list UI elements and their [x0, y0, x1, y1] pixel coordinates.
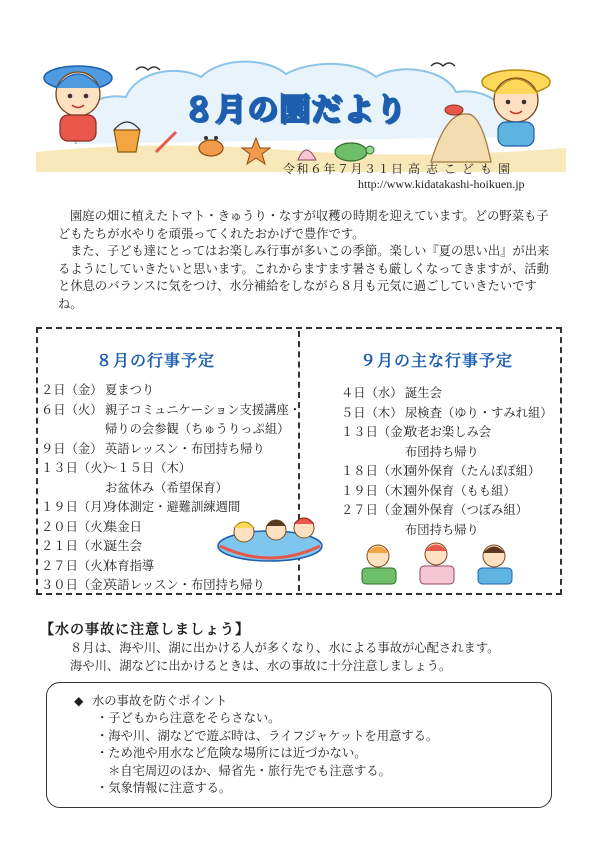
event-desc: 帰りの会参観（ちゅうりっぷ組）	[105, 422, 290, 436]
event-date: ２７日（金）	[341, 503, 415, 517]
event-desc: 親子コミュニケーション支援講座・	[105, 402, 302, 417]
event-row	[41, 381, 301, 401]
september-event-list	[341, 384, 553, 540]
event-desc: 尿検査（ゆり・すみれ組）	[405, 405, 553, 420]
reading-kids-illustration	[350, 538, 522, 590]
event-date	[41, 479, 101, 499]
event-date: ２１日（水）	[41, 539, 115, 553]
event-desc: 身体測定・避難訓練週間	[105, 500, 241, 514]
tips-heading	[74, 691, 227, 709]
event-desc: 園外保育（もも組）	[405, 483, 516, 498]
water-safety-paragraph: ８月は、海や川、湖に出かける人が多くなり、水による事故が心配されます。	[70, 641, 500, 655]
event-date: ６日（火）	[41, 402, 103, 417]
school-name: 高志こども園	[408, 162, 517, 176]
event-row	[341, 462, 553, 482]
tip-item: ・気象情報に注意する。	[96, 781, 232, 795]
diamond-bullet-icon: ◆	[74, 694, 84, 708]
pool-kids-illustration	[214, 508, 326, 564]
event-row	[41, 440, 301, 460]
event-desc: 英語レッスン・布団持ち帰り	[105, 578, 265, 592]
intro-paragraph: また、子ども達にとってはお楽しみ行事が多いこの季節。楽しい『夏の思い出』が出来るようにしていきたいと思います。これからますます暑さも厳しくなってきますが、活動と休息のバランスに気をつけ、水分補給をしながら８月も元気に過ごしていきたいですね。	[58, 244, 550, 311]
issue-date: 令和６年７月３１日	[283, 162, 405, 176]
tip-item: ・海や川、湖などで遊ぶ時は、ライフジャケットを用意する。	[96, 728, 439, 743]
event-desc: 夏まつり	[105, 383, 155, 397]
event-date: ２７日（火）	[41, 558, 115, 573]
august-schedule-title: ８月の行事予定	[96, 351, 216, 370]
tip-item: ・ため池や用水など危険な場所には近づかない。	[96, 746, 367, 760]
event-row	[341, 384, 553, 404]
event-row	[41, 420, 301, 440]
event-desc: 園外保育（つぼみ組）	[405, 503, 528, 517]
event-date: ２０日（火）	[41, 519, 115, 534]
newsletter-title: ８月の園だより	[183, 92, 407, 128]
event-date: ３０日（金）	[41, 578, 115, 592]
intro-text	[58, 208, 558, 313]
event-desc: 敬老お楽しみ会	[405, 425, 492, 439]
event-date: １３日（金）	[341, 425, 415, 439]
event-date: ２日（金）	[41, 383, 103, 397]
event-row	[41, 576, 301, 596]
event-desc: 誕生会	[105, 539, 142, 553]
event-row	[341, 423, 553, 443]
event-date: １３日（火）	[41, 461, 115, 475]
event-desc: 布団持ち帰り	[405, 444, 479, 459]
water-safety-body	[58, 640, 558, 675]
event-desc: 布団持ち帰り	[405, 522, 479, 537]
event-date: １９日（月）	[41, 500, 115, 514]
tip-item: ・子どもから注意をそらさない。	[96, 711, 281, 725]
event-date: ９日（金）	[41, 441, 103, 456]
event-desc: 園外保育（たんぽぽ組）	[405, 464, 541, 478]
event-date: １９日（木）	[341, 483, 415, 498]
event-desc: 体育指導	[105, 558, 155, 573]
tips-list	[96, 710, 438, 798]
event-row	[341, 443, 553, 463]
event-date	[41, 420, 101, 440]
event-row	[41, 459, 301, 479]
school-url[interactable]: http://www.kidatakashi-hoikuen.jp	[358, 177, 525, 191]
event-date: １８日（水）	[341, 464, 415, 478]
event-date: ５日（木）	[341, 405, 403, 420]
tip-note: ＊自宅周辺のほか、帰省先・旅行先でも注意する。	[108, 763, 391, 778]
event-date: ４日（水）	[341, 386, 403, 400]
event-date	[341, 443, 401, 463]
water-safety-title: 【水の事故に注意しましょう】	[40, 622, 250, 638]
event-row	[341, 501, 553, 521]
water-safety-paragraph: 海や川、湖などに出かけるときは、水の事故に十分注意しましょう。	[70, 658, 452, 673]
event-row	[341, 482, 553, 502]
tips-heading-label: 水の事故を防ぐポイント	[92, 694, 228, 708]
event-desc: 集金日	[105, 519, 142, 534]
event-desc: お盆休み（希望保育）	[105, 480, 228, 495]
event-desc: 英語レッスン・布団持ち帰り	[105, 441, 265, 456]
event-row	[41, 479, 301, 499]
event-desc: 誕生会	[405, 386, 442, 400]
event-row	[341, 404, 553, 424]
event-row	[41, 401, 301, 421]
event-desc: ～１５日（木）	[105, 461, 192, 475]
september-schedule-title: ９月の主な行事予定	[360, 351, 514, 370]
intro-paragraph: 園庭の畑に植えたトマト・きゅうり・なすが収穫の時期を迎えています。どの野菜も子どもたちが水やりを頑張ってくれたおかげで豊作です。	[58, 209, 549, 241]
